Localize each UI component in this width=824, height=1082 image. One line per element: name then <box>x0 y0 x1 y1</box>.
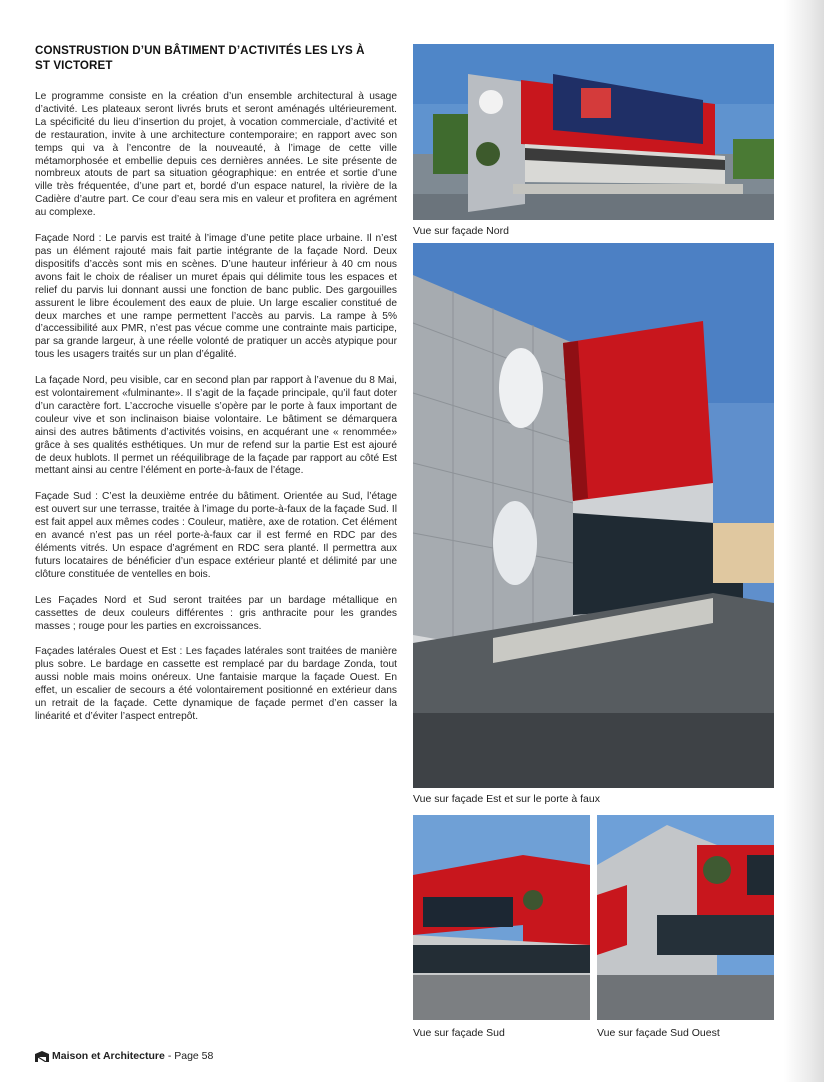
paragraph-facade-sud: Façade Sud : C’est la deuxième entrée du bâtiment. Orientée au Sud, l’étage est ouvert sur une terrasse, traitée à l’image du porte-à-faux de la façade Sud. Il est fait appel aux mêmes codes : Couleur, matière, axe de rotation. Cet élément en avancé n’est pas un réel porte-à-faux car il est fermé en RDC par des éléments vitrés. Un espace d’agrément en RDC sera planté. Il permettra aux futurs locataires de bénéficier d’un espace extérieur planté et délimité par une clôture constituée de ventelles en bois. <box>35 491 397 580</box>
paragraph-facade-nord-2: La façade Nord, peu visible, car en second plan par rapport à l’avenue du 8 Mai, est volontairement «fulminante». Il s’agit de la façade principale, qu’il faut doter d’un caractère fort. L’accroche visuelle s’opère par le porte à faux important de couleur vive et son inclinaison biaise volontaire. Le bâtiment se démarquera ainsi des autres bâtiments d’activités voisins, en acquérant une « renommée» grâce à ses qualités esthétiques. Un mur de refend sur la partie Est est ajouré de deux hublots. Il permet un rééquilibrage de la façade par rapport au côté Est mettant ainsi au centre l’élément en porte-à-faux de l’étage. <box>35 375 397 477</box>
caption-facade-sud: Vue sur façade Sud <box>413 1027 505 1039</box>
caption-facade-sud-ouest: Vue sur façade Sud Ouest <box>597 1027 720 1039</box>
paragraph-facades-laterales: Façades latérales Ouest et Est : Les façades latérales sont traitées de manière plus sobre. Le bardage en cassette est remplacé par du bardage Zonda, tout aussi noble mais moins onéreux. Une fantaisie marque la façade Ouest. En effet, un escalier de secours a été volontairement positionné en extérieur dans un retrait de la façade. Cette dynamique de façade permet d’en casser la linéarité et d’éviter l’aspect entrepôt. <box>35 646 397 722</box>
article-title: CONSTRUSTION D’UN BÂTIMENT D’ACTIVITÉS LES LYS À ST VICTORET <box>35 44 365 72</box>
paragraph-bardage: Les Façades Nord et Sud seront traitées par un bardage métallique en cassettes de deux couleurs différentes : gris anthracite pour les grandes masses ; rouge pour les parties en excroissances. <box>35 594 397 632</box>
paragraph-facade-nord: Façade Nord : Le parvis est traité à l’image d’une petite place urbaine. Il n’est pas un élément rajouté mais fait partie intégrante de la façade Nord. Deux dispositifs d’accès sont mis en scènes. D’une hauteur inférieur à 40 cm nous avons fait le choix de réaliser un muret épais qui délimite tous les espaces et relief du parvis lui donnant aussi une fonction de banc public. Des gargouilles assurent le libre écoulement des eaux de pluie. Un large escalier constitué de deux marches et une rampe permettent l’accès au parvis. La rampe à 5% d’accessibilité aux PMR, n’est pas vécue comme une contrainte mais participe, par sa grande largeur, à une réelle volonté de pratiquer un accès atypique pour tous les usagers traités sur un plan d’égalité. <box>35 233 397 361</box>
footer-page-number: - Page 58 <box>167 1050 214 1062</box>
page-footer <box>35 1050 213 1062</box>
photo-facade-est <box>413 243 774 788</box>
magazine-logo-icon <box>35 1051 49 1062</box>
photo-facade-sud-ouest <box>597 815 774 1020</box>
page-edge-shadow <box>784 0 824 1082</box>
paragraph-intro: Le programme consiste en la création d’un ensemble architectural à usage d’activité. Les plateaux seront livrés bruts et seront aménagés ultérieurement. La spécificité du lieu d’insertion du projet, à vocation commerciale, d’activité et de restauration, invite à une architecture contemporaire; en rapport avec son temps qui va à l’encontre de la nouveauté, à l’image de cette ville métamorphosée et embellie depuis ces dernières années. Le site présente de nombreux atouts de part sa situation géographique: en entrée et sortie d’une ville très fréquentée, d’une part et, bordé d’un espace naturel, la rivière de la Cadière d’autre part. Ce cour d’eau sera mis en valeur et profitera en agrément au complexe. <box>35 91 397 219</box>
caption-facade-nord: Vue sur façade Nord <box>413 225 509 237</box>
footer-brand: Maison et Architecture <box>52 1050 165 1062</box>
caption-facade-est: Vue sur façade Est et sur le porte à faux <box>413 793 600 805</box>
photo-facade-sud <box>413 815 590 1020</box>
article-body <box>35 91 397 737</box>
photo-facade-nord <box>413 44 774 220</box>
